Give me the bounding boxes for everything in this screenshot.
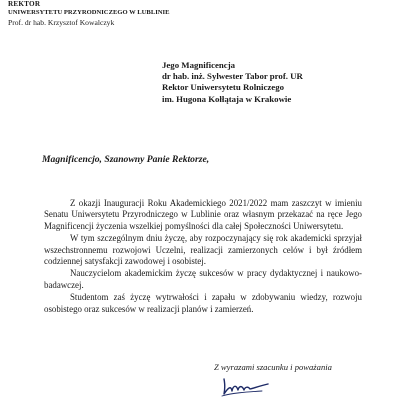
sender-title: REKTOR: [8, 0, 41, 8]
handwritten-signature: [218, 376, 278, 398]
recipient-line: im. Hugona Kołłątaja w Krakowie: [162, 93, 292, 104]
body-paragraph: Nauczycielom akademickim życzę sukcesów w pracy dydaktycznej i naukowo-badawczej.: [44, 268, 362, 290]
closing-phrase: Z wyrazami szacunku i poważania: [214, 362, 332, 372]
letter-body: [44, 198, 362, 315]
recipient-address: [162, 60, 394, 105]
sender-header: [8, 0, 198, 28]
body-paragraph: Studentom zaś życzę wytrwałości i zapału w zdobywaniu wiedzy, rozwoju osobistego oraz sukcesów w realizacji planów i zamierzeń.: [44, 292, 362, 314]
sender-person: Prof. dr hab. Krzysztof Kowalczyk: [8, 18, 115, 27]
sender-university: UNIWERSYTETU PRZYRODNICZEGO W LUBLINIE: [8, 9, 170, 16]
salutation: Magnificencjo, Szanowny Panie Rektorze,: [42, 154, 210, 165]
recipient-line: dr hab. inż. Sylwester Tabor prof. UR: [162, 71, 303, 82]
body-paragraph: W tym szczególnym dniu życzę, aby rozpoczynający się rok akademicki sprzyjał wszechstronnemu rozwojowi Uczelni, realizacji zamierzonych celów i był źródłem codziennej satysfakcji zawodowej i osobistej.: [44, 233, 362, 267]
body-paragraph: Z okazji Inauguracji Roku Akademickiego 2021/2022 mam zaszczyt w imieniu Senatu Uniwersytetu Przyrodniczego w Lublinie oraz własnym przekazać na ręce Jego Magnificencji życzenia wszelkiej pomyślności dla całej Społeczności Uniwersytetu.: [44, 198, 362, 231]
recipient-line: Rektor Uniwersytetu Rolniczego: [162, 82, 284, 93]
recipient-line: Jego Magnificencja: [162, 60, 236, 70]
